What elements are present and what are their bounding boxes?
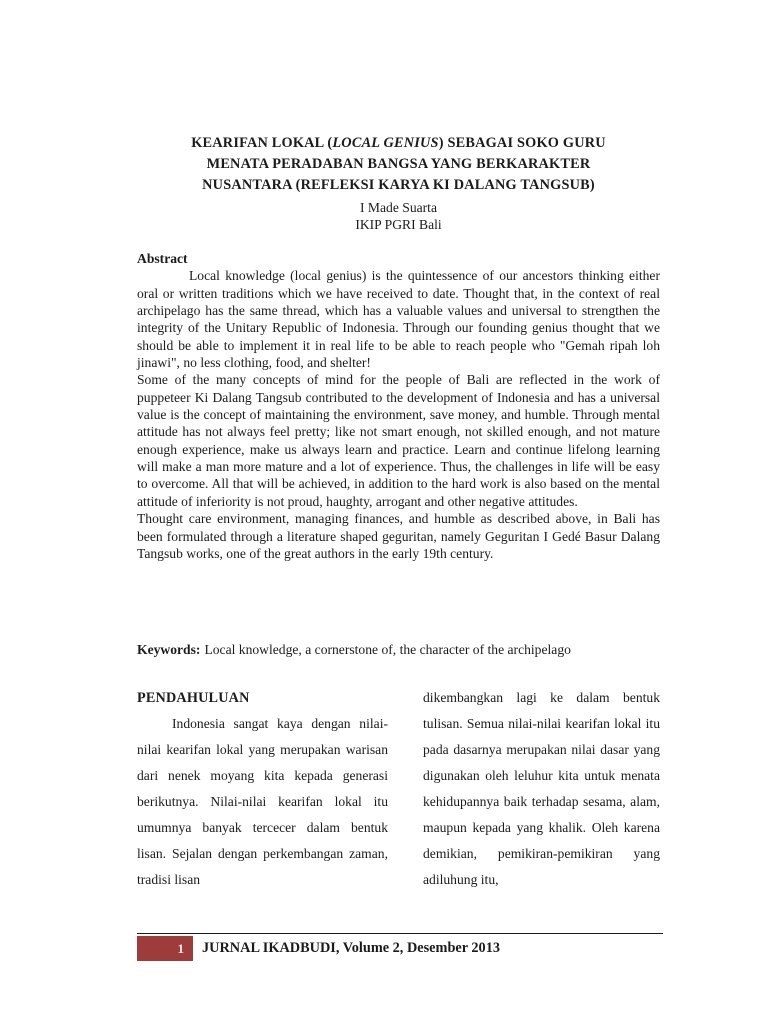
intro-columns: [137, 685, 660, 893]
keywords-label: Keywords:: [137, 642, 201, 657]
title-line-2: MENATA PERADABAN BANGSA YANG BERKARAKTER: [206, 156, 591, 172]
keywords-line: [137, 641, 660, 658]
intro-left-column: [137, 685, 388, 893]
abstract-paragraph-2: Some of the many concepts of mind for the people of Bali are reflected in the work of puppeteer Ki Dalang Tangsub contributed to the development of Indonesia and has a universal value is the concept of maintaining the environment, save money, and humble. Through mental attitude has not always feel pretty; like not smart enough, not skilled enough, and not mature enough experience, make us always learn and practice. Learn and continue lifelong learning will make a man more mature and a lot of experience. Thus, the challenges in life will be easy to overcome. All that will be achieved, in addition to the hard work is also based on the mental attitude of inferiority is not proud, haughty, arrogant and other negative attitudes.: [137, 372, 660, 509]
intro-right-column: [423, 685, 660, 893]
page-footer: [137, 933, 663, 961]
author-affiliation: IKIP PGRI Bali: [355, 216, 442, 232]
title-line-1: [137, 133, 660, 154]
footer-rule: [137, 933, 663, 934]
page-number-box: 1: [137, 936, 193, 961]
intro-left-paragraph: Indonesia sangat kaya dengan nilai-nilai kearifan lokal yang merupakan warisan dari nenek moyang kita kepada generasi berikutnya. Nilai-nilai kearifan lokal itu umumnya banyak tercecer dalam bentuk lisan. Sejalan dengan perkembangan zaman, tradisi lisan: [137, 716, 388, 887]
keywords-text: Local knowledge, a cornerstone of, the character of the archipelago: [204, 642, 571, 657]
author-block: [137, 200, 660, 233]
footer-row: [137, 936, 663, 961]
abstract-paragraph-3: Thought care environment, managing finances, and humble as described above, in Bali has been formulated through a literature shaped geguritan, namely Geguritan I Gedé Basur Dalang Tangsub works, one of the great authors in the early 19th century.: [137, 511, 660, 561]
title-line-3: NUSANTARA (REFLEKSI KARYA KI DALANG TANGSUB): [202, 177, 595, 193]
title-line-1-post: ) SEBAGAI SOKO GURU: [438, 135, 606, 151]
title-line-1-italic: LOCAL GENIUS: [332, 135, 439, 151]
abstract-heading: Abstract: [137, 251, 188, 266]
abstract-paragraph-1: Local knowledge (local genius) is the quintessence of our ancestors thinking either oral or written traditions which we have received to date. Thought that, in the context of real archipelago has the same thread, which has a valuable values and universal to strengthen the integrity of the Unitary Republic of Indonesia. Through our founding genius thought that we should be able to implement it in real life to be able to reach people who "Gemah ripah loh jinawi", no less clothing, food, and shelter!: [137, 268, 660, 371]
intro-right-paragraph: dikembangkan lagi ke dalam bentuk tulisan. Semua nilai-nilai kearifan lokal itu pada dasarnya merupakan nilai dasar yang digunakan oleh leluhur kita untuk menata kehidupannya baik terhadap sesama, alam, maupun kepada yang khalik. Oleh karena demikian, pemikiran-pemikiran yang adiluhung itu,: [423, 690, 660, 887]
section-heading-pendahuluan: PENDAHULUAN: [137, 690, 250, 706]
footer-journal-text: JURNAL IKADBUDI, Volume 2, Desember 2013: [202, 940, 500, 956]
abstract-section: [137, 250, 660, 562]
author-name: I Made Suarta: [359, 200, 437, 215]
title-line-1-pre: KEARIFAN LOKAL (: [191, 135, 333, 151]
article-title: [137, 133, 660, 196]
